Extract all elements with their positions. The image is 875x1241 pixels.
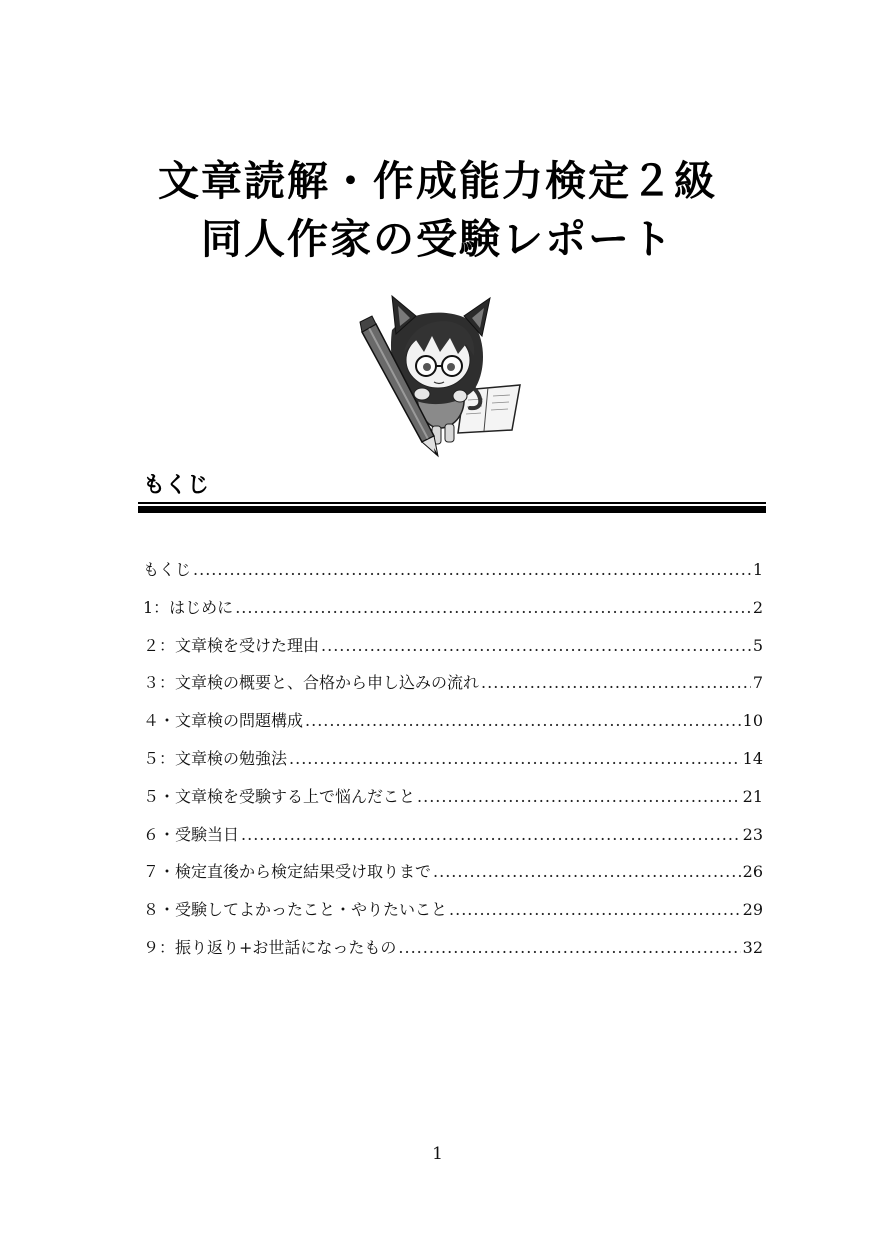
toc-leader-dots [321,636,751,655]
toc-entry-label: ７・検定直後から検定結果受け取りまで [143,862,432,882]
toc-leader-dots [449,900,741,919]
toc-entry-page: 7 [752,673,763,693]
toc-entry-page: 14 [742,748,763,768]
toc-leader-dots [289,749,741,768]
toc-entry-page: 10 [742,711,763,731]
toc-heading: もくじ [143,473,210,498]
toc-entry[interactable] [143,784,763,822]
toc-leader-dots [193,560,751,579]
toc-entry[interactable] [143,708,763,746]
toc-leader-dots [481,673,751,692]
toc-entry-page: 1 [752,560,763,579]
toc-entry-page: 23 [742,824,763,844]
toc-entry-label: ５：文章検の勉強法 [143,748,288,768]
toc-entry-label: ４・文章検の問題構成 [143,711,304,731]
toc-leader-dots [398,938,740,957]
toc-leader-dots [305,711,741,730]
toc-entry-page: 29 [742,900,763,920]
toc-entry[interactable] [143,557,763,595]
title-line-2: 同人作家の受験レポート [201,215,674,263]
page-number: 1 [432,1144,443,1164]
toc-entry[interactable] [143,897,763,935]
title-line-1: 文章読解・作成能力検定２級 [158,157,717,205]
toc-leader-dots [417,787,741,806]
toc-entry[interactable] [143,822,763,860]
toc-entry[interactable] [143,859,763,897]
toc-entry-page: 5 [752,635,763,655]
document-title [0,152,875,268]
toc-entry-label: ８・受験してよかったこと・やりたいこと [143,900,448,920]
toc-entry-label: ５・文章検を受験する上で悩んだこと [143,786,416,806]
toc-entry[interactable] [143,935,763,973]
toc-entry-label: ２：文章検を受けた理由 [143,635,320,655]
toc-entry-label: ６・受験当日 [143,824,240,844]
toc-entry[interactable] [143,595,763,633]
toc-entry[interactable] [143,670,763,708]
toc-entry-label: 1：はじめに [143,597,234,617]
toc-entry-label: ９：振り返り+お世話になったもの [143,937,397,957]
toc-leader-dots [433,862,741,881]
toc-entry-page: 32 [742,937,763,957]
table-of-contents [143,557,763,973]
toc-leader-dots [241,825,741,844]
toc-leader-dots [235,598,751,617]
toc-entry-page: 26 [742,862,763,882]
toc-entry-label: ３：文章検の概要と、合格から申し込みの流れ [143,673,480,693]
heading-rule-thin [138,502,766,504]
toc-entry-label: もくじ [143,560,192,579]
cat-eared-girl-with-pencil-and-book-icon [352,290,527,460]
toc-entry-page: 21 [742,786,763,806]
toc-entry-page: 2 [752,597,763,617]
toc-entry[interactable] [143,633,763,671]
toc-entry[interactable] [143,746,763,784]
heading-rule-thick [138,506,766,513]
